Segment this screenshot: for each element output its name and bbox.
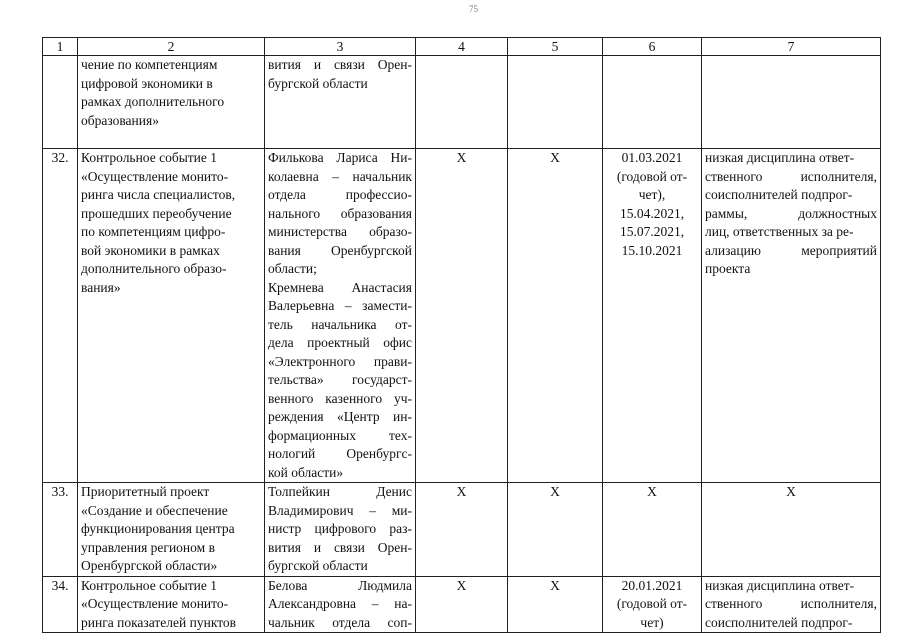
row-number: 33. bbox=[43, 483, 78, 577]
text-line: колаевна – начальник bbox=[268, 168, 412, 184]
text-line: образования» bbox=[81, 112, 159, 128]
column-header: 5 bbox=[508, 38, 603, 56]
text-line: области; bbox=[268, 261, 317, 276]
date-cell bbox=[603, 576, 702, 633]
text-line: кой области» bbox=[268, 464, 344, 480]
mark-cell bbox=[508, 56, 603, 149]
event-description bbox=[78, 483, 265, 577]
responsible-person bbox=[265, 483, 416, 577]
text-line: Контрольное событие 1 bbox=[81, 150, 218, 165]
text-line: нистр цифрового раз- bbox=[268, 521, 412, 536]
risk-cell bbox=[702, 576, 881, 633]
responsible-person bbox=[265, 576, 416, 633]
column-header: 6 bbox=[603, 38, 702, 56]
mark-cell: X bbox=[508, 576, 603, 633]
text-line: управления регионом в bbox=[81, 539, 215, 555]
text-line: прошедших переобучение bbox=[81, 205, 232, 221]
mark-cell: X bbox=[416, 149, 508, 483]
event-description bbox=[78, 149, 265, 483]
text-line: вития и связи Орен- bbox=[268, 57, 412, 72]
text-line: Белова Людмила bbox=[268, 577, 412, 593]
column-header: 4 bbox=[416, 38, 508, 56]
event-description bbox=[78, 576, 265, 633]
text-line: ринга показателей пунктов bbox=[81, 614, 237, 630]
table-row bbox=[43, 149, 881, 483]
text-line: Оренбургской области» bbox=[81, 558, 218, 573]
responsible-person bbox=[265, 56, 416, 149]
row-number: 32. bbox=[43, 149, 78, 483]
text-line: Приоритетный проект bbox=[81, 484, 210, 499]
risk-cell bbox=[702, 483, 881, 577]
text-line: соисполнителей подпрог- bbox=[705, 614, 853, 630]
text-line: низкая дисциплина ответ- bbox=[705, 577, 855, 593]
text-line: вания Оренбургской bbox=[268, 242, 412, 258]
text-line: вития и связи Орен- bbox=[268, 539, 412, 555]
event-description bbox=[78, 56, 265, 149]
text-line: нологий Оренбургс- bbox=[268, 446, 412, 461]
text-line: министерства образо- bbox=[268, 224, 412, 239]
date-line: чет), bbox=[638, 187, 666, 202]
table-row bbox=[43, 56, 881, 149]
text-line: тельства» государст- bbox=[268, 372, 412, 387]
risk-cell bbox=[702, 56, 881, 149]
text-line: чальник отдела соп- bbox=[268, 614, 412, 630]
date-line: 15.10.2021 bbox=[621, 242, 683, 258]
text-line: бургской области bbox=[268, 558, 368, 573]
text-line: Валерьевна – замести- bbox=[268, 298, 412, 313]
text-line: венного казенного уч- bbox=[268, 390, 412, 406]
table-header-row bbox=[43, 38, 881, 56]
text-line: «Создание и обеспечение bbox=[81, 502, 228, 518]
text-line: Кремнева Анастасия bbox=[268, 279, 412, 295]
text-line: «Электронного прави- bbox=[268, 353, 412, 369]
column-header: 7 bbox=[702, 38, 881, 56]
text-line: соисполнителей подпрог- bbox=[705, 187, 853, 202]
date-line: X bbox=[647, 484, 657, 499]
mark-cell: X bbox=[416, 483, 508, 577]
text-line: ственного исполнителя, bbox=[705, 596, 877, 611]
date-line: 15.07.2021, bbox=[619, 224, 685, 239]
text-line: по компетенциям цифро- bbox=[81, 224, 226, 239]
row-number: 34. bbox=[43, 576, 78, 633]
date-line: 15.04.2021, bbox=[619, 205, 685, 221]
text-line: Александровна – на- bbox=[268, 596, 412, 611]
date-line: чет) bbox=[640, 614, 664, 630]
text-line: дела проектный офис bbox=[268, 335, 412, 350]
text-line: ринга числа специалистов, bbox=[81, 187, 236, 202]
text-line: отдела профессио- bbox=[268, 187, 412, 202]
date-cell bbox=[603, 56, 702, 149]
plan-table bbox=[42, 37, 881, 633]
column-header: 1 bbox=[43, 38, 78, 56]
text-line: чение по компетенциям bbox=[81, 57, 218, 72]
text-line: реждения «Центр ин- bbox=[268, 409, 412, 424]
mark-cell: X bbox=[416, 576, 508, 633]
date-line: 01.03.2021 bbox=[621, 150, 683, 165]
text-line: рамках дополнительного bbox=[81, 94, 225, 109]
text-line: вания» bbox=[81, 279, 121, 295]
text-line: «Осуществление монито- bbox=[81, 168, 229, 184]
date-cell bbox=[603, 149, 702, 483]
text-line: проекта bbox=[705, 261, 751, 276]
text-line: ализацию мероприятий bbox=[705, 242, 877, 258]
page-number: 75 bbox=[469, 4, 478, 14]
text-line: «Осуществление монито- bbox=[81, 596, 229, 611]
mark-cell bbox=[416, 56, 508, 149]
table-row bbox=[43, 483, 881, 577]
text-line: X bbox=[786, 484, 796, 499]
mark-cell: X bbox=[508, 149, 603, 483]
mark-cell: X bbox=[508, 483, 603, 577]
text-line: Толпейкин Денис bbox=[268, 484, 412, 499]
text-line: лиц, ответственных за ре- bbox=[705, 224, 854, 239]
text-line: Владимирович – ми- bbox=[268, 502, 412, 518]
table-row bbox=[43, 576, 881, 633]
text-line: формационных тех- bbox=[268, 427, 412, 443]
column-header: 2 bbox=[78, 38, 265, 56]
text-line: низкая дисциплина ответ- bbox=[705, 150, 855, 165]
text-line: нального образования bbox=[268, 205, 412, 221]
responsible-person bbox=[265, 149, 416, 483]
text-line: раммы, должностных bbox=[705, 205, 877, 221]
risk-cell bbox=[702, 149, 881, 483]
text-line: дополнительного образо- bbox=[81, 261, 227, 276]
date-line: (годовой от- bbox=[616, 596, 688, 611]
text-line: цифровой экономики в bbox=[81, 75, 213, 91]
date-cell bbox=[603, 483, 702, 577]
date-line: 20.01.2021 bbox=[621, 577, 683, 593]
text-line: вой экономики в рамках bbox=[81, 242, 220, 258]
row-number bbox=[43, 56, 78, 149]
text-line: ственного исполнителя, bbox=[705, 168, 877, 184]
text-line: функционирования центра bbox=[81, 521, 235, 536]
text-line: бургской области bbox=[268, 75, 368, 91]
text-line: тель начальника от- bbox=[268, 316, 412, 332]
column-header: 3 bbox=[265, 38, 416, 56]
text-line: Контрольное событие 1 bbox=[81, 577, 218, 593]
date-line: (годовой от- bbox=[616, 168, 688, 184]
text-line: Филькова Лариса Ни- bbox=[268, 150, 412, 165]
